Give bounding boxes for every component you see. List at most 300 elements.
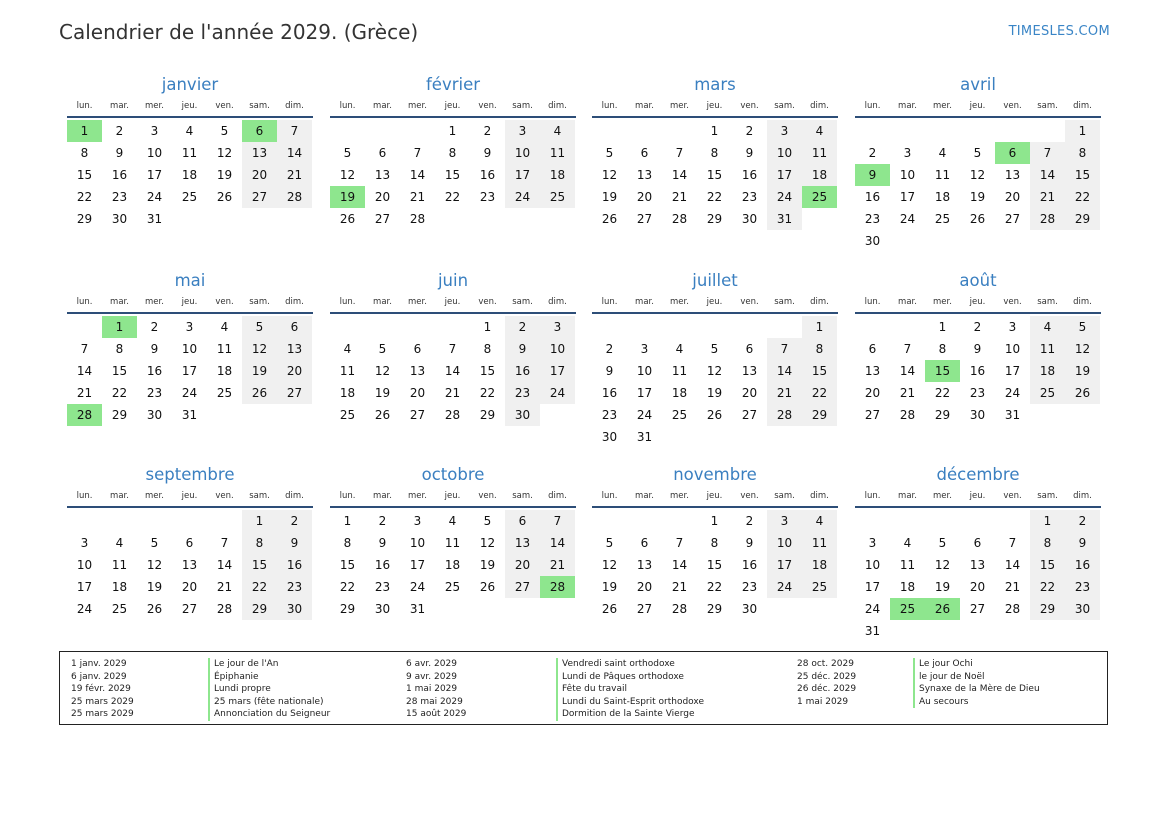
day-cell: 10: [409, 536, 426, 550]
day-cell: 25: [1030, 382, 1065, 404]
day-cell: 29: [934, 408, 951, 422]
day-cell: 3: [185, 320, 194, 334]
day-cell: 3: [868, 536, 877, 550]
month-name: avril: [960, 75, 996, 94]
day-cell: 14: [540, 532, 575, 554]
weekday-label: ven.: [478, 491, 497, 501]
day-cell: 2: [1065, 510, 1100, 532]
day-cell: 6: [868, 342, 877, 356]
day-cell: 8: [938, 342, 947, 356]
day-cell: 23: [111, 190, 128, 204]
weekday-label: sam.: [249, 101, 270, 111]
day-cell: 21: [899, 386, 916, 400]
day-cell: 13: [374, 168, 391, 182]
weekday-label: dim.: [1073, 101, 1092, 111]
day-cell: 27: [181, 602, 198, 616]
legend-date: 6 janv. 2029: [71, 671, 127, 682]
day-cell: 5: [242, 316, 277, 338]
weekday-label: dim.: [285, 101, 304, 111]
legend-date: 25 déc. 2029: [797, 671, 857, 682]
day-cell: 26: [601, 212, 618, 226]
weekday-label: dim.: [548, 491, 567, 501]
day-cell: 28: [67, 404, 102, 426]
day-cell: 14: [1030, 164, 1065, 186]
day-cell: 15: [706, 168, 723, 182]
day-cell: 19: [242, 360, 277, 382]
day-cell: 27: [242, 186, 277, 208]
day-cell: 9: [277, 532, 312, 554]
day-cell: 28: [216, 602, 233, 616]
day-cell: 18: [802, 164, 837, 186]
weekday-label: ven.: [740, 491, 759, 501]
weekday-label: dim.: [1073, 491, 1092, 501]
day-cell: 18: [899, 580, 916, 594]
weekday-label: lun.: [601, 491, 618, 501]
day-cell: 2: [150, 320, 159, 334]
legend-date: 28 mai 2029: [406, 696, 463, 707]
day-cell: 25: [216, 386, 233, 400]
day-cell: 11: [671, 364, 688, 378]
day-cell: 20: [242, 164, 277, 186]
day-cell: 30: [277, 598, 312, 620]
site-logo[interactable]: TIMESLES.COM: [1008, 24, 1110, 39]
month-name: mars: [694, 75, 736, 94]
day-cell: 16: [111, 168, 128, 182]
day-cell: 15: [242, 554, 277, 576]
holiday-legend: [59, 651, 1108, 725]
day-cell: 11: [1030, 338, 1065, 360]
weekday-label: lun.: [76, 491, 93, 501]
month-days: [67, 314, 313, 454]
day-cell: 31: [181, 408, 198, 422]
weekday-label: ven.: [1003, 101, 1022, 111]
day-cell: 14: [767, 360, 802, 382]
day-cell: 23: [374, 580, 391, 594]
legend-date: 6 avr. 2029: [406, 659, 457, 669]
weekday-label: mar.: [898, 297, 917, 307]
day-cell: 10: [767, 142, 802, 164]
weekday-label: dim.: [548, 101, 567, 111]
weekday-label: mer.: [933, 297, 952, 307]
day-cell: 5: [220, 124, 229, 138]
day-cell: 7: [277, 120, 312, 142]
day-cell: 30: [601, 430, 618, 444]
day-cell: 29: [242, 598, 277, 620]
day-cell: 29: [706, 602, 723, 616]
day-cell: 4: [343, 342, 352, 356]
day-cell: 9: [745, 146, 754, 160]
day-cell: 4: [540, 120, 575, 142]
weekday-label: jeu.: [181, 101, 198, 111]
day-cell: 8: [242, 532, 277, 554]
day-cell: 10: [864, 558, 881, 572]
day-cell: 1: [483, 320, 492, 334]
legend-dates-column: [406, 658, 466, 721]
day-cell: 2: [483, 124, 492, 138]
month-days: [592, 118, 838, 258]
day-cell: 4: [802, 510, 837, 532]
day-cell: 10: [505, 142, 540, 164]
month-name: août: [959, 271, 997, 290]
day-cell: 5: [483, 514, 492, 528]
day-cell: 6: [640, 146, 649, 160]
day-cell: 24: [76, 602, 93, 616]
day-cell: 19: [146, 580, 163, 594]
day-cell: 24: [767, 576, 802, 598]
month-days: [855, 508, 1101, 648]
day-cell: 30: [741, 212, 758, 226]
day-cell: 5: [378, 342, 387, 356]
day-cell: 1: [710, 124, 719, 138]
day-cell: 22: [706, 580, 723, 594]
day-cell: 6: [745, 342, 754, 356]
day-cell: 26: [216, 190, 233, 204]
day-cell: 14: [444, 364, 461, 378]
day-cell: 5: [973, 146, 982, 160]
day-cell: 29: [1065, 208, 1100, 230]
day-cell: 21: [1030, 186, 1065, 208]
day-cell: 4: [185, 124, 194, 138]
month-name: décembre: [936, 465, 1020, 484]
day-cell: 26: [969, 212, 986, 226]
day-cell: 13: [636, 168, 653, 182]
day-cell: 27: [505, 576, 540, 598]
day-cell: 7: [675, 536, 684, 550]
weekday-header: [67, 96, 313, 118]
weekday-label: dim.: [1073, 297, 1092, 307]
legend-date: 9 avr. 2029: [406, 671, 457, 682]
day-cell: 26: [601, 602, 618, 616]
day-cell: 20: [636, 190, 653, 204]
month-11: [855, 464, 1101, 648]
day-cell: 12: [601, 558, 618, 572]
day-cell: 16: [374, 558, 391, 572]
day-cell: 9: [115, 146, 124, 160]
legend-names-column: [913, 658, 1040, 708]
day-cell: 16: [601, 386, 618, 400]
day-cell: 15: [1030, 554, 1065, 576]
weekday-header: [592, 486, 838, 508]
day-cell: 27: [374, 212, 391, 226]
day-cell: 23: [969, 386, 986, 400]
day-cell: 2: [745, 514, 754, 528]
weekday-label: jeu.: [969, 491, 986, 501]
day-cell: 31: [146, 212, 163, 226]
day-cell: 19: [706, 386, 723, 400]
day-cell: 27: [277, 382, 312, 404]
day-cell: 1: [102, 316, 137, 338]
day-cell: 4: [1030, 316, 1065, 338]
day-cell: 22: [934, 386, 951, 400]
day-cell: 18: [671, 386, 688, 400]
weekday-label: mer.: [145, 101, 164, 111]
day-cell: 10: [181, 342, 198, 356]
day-cell: 9: [973, 342, 982, 356]
weekday-label: lun.: [864, 297, 881, 307]
legend-date: 25 mars 2029: [71, 696, 134, 707]
day-cell: 9: [855, 164, 890, 186]
day-cell: 19: [374, 386, 391, 400]
weekday-label: sam.: [1037, 101, 1058, 111]
month-days: [592, 508, 838, 648]
day-cell: 1: [343, 514, 352, 528]
weekday-label: sam.: [1037, 297, 1058, 307]
day-cell: 19: [601, 190, 618, 204]
day-cell: 14: [76, 364, 93, 378]
month-10: [592, 464, 838, 648]
day-cell: 10: [1004, 342, 1021, 356]
day-cell: 4: [448, 514, 457, 528]
day-cell: 24: [636, 408, 653, 422]
day-cell: 12: [374, 364, 391, 378]
day-cell: 19: [601, 580, 618, 594]
day-cell: 24: [409, 580, 426, 594]
weekday-label: mar.: [635, 101, 654, 111]
day-cell: 17: [899, 190, 916, 204]
day-cell: 3: [767, 510, 802, 532]
day-cell: 19: [216, 168, 233, 182]
day-cell: 16: [277, 554, 312, 576]
day-cell: 15: [925, 360, 960, 382]
legend-names-column: [208, 658, 330, 721]
legend-date: 28 oct. 2029: [797, 659, 854, 669]
day-cell: 14: [671, 168, 688, 182]
legend-holiday-name: le jour de Noël: [913, 671, 1040, 684]
weekday-label: mer.: [145, 491, 164, 501]
day-cell: 6: [995, 142, 1030, 164]
day-cell: 17: [636, 386, 653, 400]
day-cell: 24: [899, 212, 916, 226]
day-cell: 13: [741, 364, 758, 378]
day-cell: 7: [767, 338, 802, 360]
day-cell: 8: [802, 338, 837, 360]
legend-date: 19 févr. 2029: [71, 684, 131, 695]
day-cell: 17: [409, 558, 426, 572]
day-cell: 23: [601, 408, 618, 422]
day-cell: 25: [111, 602, 128, 616]
weekday-header: [67, 292, 313, 314]
day-cell: 20: [181, 580, 198, 594]
legend-holiday-name: Lundi propre: [208, 683, 330, 696]
day-cell: 21: [671, 190, 688, 204]
day-cell: 3: [505, 120, 540, 142]
weekday-label: lun.: [864, 101, 881, 111]
weekday-header: [330, 292, 576, 314]
day-cell: 15: [76, 168, 93, 182]
day-cell: 11: [181, 146, 198, 160]
day-cell: 31: [636, 430, 653, 444]
day-cell: 5: [605, 536, 614, 550]
month-2: [592, 74, 838, 258]
month-days: [855, 314, 1101, 454]
day-cell: 28: [671, 212, 688, 226]
day-cell: 2: [277, 510, 312, 532]
day-cell: 1: [938, 320, 947, 334]
day-cell: 18: [444, 558, 461, 572]
day-cell: 19: [1065, 360, 1100, 382]
day-cell: 6: [413, 342, 422, 356]
weekday-label: jeu.: [706, 491, 723, 501]
day-cell: 29: [76, 212, 93, 226]
day-cell: 8: [1030, 532, 1065, 554]
day-cell: 16: [864, 190, 881, 204]
day-cell: 29: [339, 602, 356, 616]
weekday-label: sam.: [774, 101, 795, 111]
day-cell: 12: [706, 364, 723, 378]
day-cell: 26: [339, 212, 356, 226]
day-cell: 11: [540, 142, 575, 164]
day-cell: 21: [277, 164, 312, 186]
day-cell: 1: [1065, 120, 1100, 142]
legend-holiday-name: Au secours: [913, 696, 1040, 709]
day-cell: 30: [1065, 598, 1100, 620]
day-cell: 3: [413, 514, 422, 528]
day-cell: 6: [378, 146, 387, 160]
day-cell: 25: [802, 186, 837, 208]
day-cell: 12: [242, 338, 277, 360]
weekday-label: dim.: [285, 297, 304, 307]
month-days: [855, 118, 1101, 258]
day-cell: 23: [146, 386, 163, 400]
day-cell: 27: [636, 212, 653, 226]
legend-date: 1 mai 2029: [797, 696, 849, 707]
day-cell: 15: [802, 360, 837, 382]
day-cell: 28: [899, 408, 916, 422]
day-cell: 12: [146, 558, 163, 572]
day-cell: 23: [479, 190, 496, 204]
weekday-header: [855, 292, 1101, 314]
weekday-label: jeu.: [181, 297, 198, 307]
day-cell: 8: [448, 146, 457, 160]
month-name: novembre: [673, 465, 757, 484]
day-cell: 16: [741, 168, 758, 182]
day-cell: 4: [903, 536, 912, 550]
day-cell: 23: [864, 212, 881, 226]
day-cell: 16: [479, 168, 496, 182]
day-cell: 27: [409, 408, 426, 422]
day-cell: 8: [483, 342, 492, 356]
day-cell: 16: [146, 364, 163, 378]
day-cell: 4: [220, 320, 229, 334]
day-cell: 28: [1030, 208, 1065, 230]
day-cell: 5: [938, 536, 947, 550]
day-cell: 23: [505, 382, 540, 404]
day-cell: 16: [1065, 554, 1100, 576]
day-cell: 20: [409, 386, 426, 400]
weekday-label: lun.: [601, 297, 618, 307]
day-cell: 8: [1065, 142, 1100, 164]
month-3: [855, 74, 1101, 258]
weekday-label: sam.: [512, 101, 533, 111]
legend-holiday-name: Dormition de la Sainte Vierge: [556, 708, 704, 721]
day-cell: 17: [181, 364, 198, 378]
legend-holiday-name: Lundi du Saint-Esprit orthodoxe: [556, 696, 704, 709]
day-cell: 22: [444, 190, 461, 204]
day-cell: 13: [505, 532, 540, 554]
day-cell: 17: [864, 580, 881, 594]
day-cell: 17: [505, 164, 540, 186]
day-cell: 27: [969, 602, 986, 616]
day-cell: 22: [706, 190, 723, 204]
day-cell: 16: [741, 558, 758, 572]
day-cell: 26: [242, 382, 277, 404]
day-cell: 30: [741, 602, 758, 616]
month-days: [330, 118, 576, 258]
day-cell: 10: [146, 146, 163, 160]
day-cell: 25: [181, 190, 198, 204]
day-cell: 9: [378, 536, 387, 550]
weekday-label: dim.: [810, 491, 829, 501]
day-cell: 17: [540, 360, 575, 382]
day-cell: 18: [540, 164, 575, 186]
day-cell: 11: [934, 168, 951, 182]
day-cell: 6: [505, 510, 540, 532]
weekday-label: mar.: [110, 101, 129, 111]
day-cell: 30: [864, 234, 881, 248]
day-cell: 24: [767, 186, 802, 208]
day-cell: 21: [76, 386, 93, 400]
day-cell: 7: [80, 342, 89, 356]
day-cell: 4: [675, 342, 684, 356]
weekday-label: sam.: [1037, 491, 1058, 501]
day-cell: 21: [216, 580, 233, 594]
weekday-header: [855, 96, 1101, 118]
weekday-label: mer.: [670, 491, 689, 501]
day-cell: 20: [1004, 190, 1021, 204]
day-cell: 1: [242, 510, 277, 532]
day-cell: 6: [973, 536, 982, 550]
day-cell: 20: [969, 580, 986, 594]
day-cell: 24: [181, 386, 198, 400]
day-cell: 14: [1004, 558, 1021, 572]
weekday-label: jeu.: [181, 491, 198, 501]
weekday-label: ven.: [215, 491, 234, 501]
weekday-label: lun.: [339, 491, 356, 501]
day-cell: 31: [1004, 408, 1021, 422]
day-cell: 14: [277, 142, 312, 164]
legend-date: 15 août 2029: [406, 709, 467, 720]
day-cell: 27: [864, 408, 881, 422]
day-cell: 5: [343, 146, 352, 160]
legend-holiday-name: Synaxe de la Mère de Dieu: [913, 683, 1040, 696]
legend-holiday-name: 25 mars (fête nationale): [208, 696, 330, 709]
weekday-label: mar.: [898, 101, 917, 111]
day-cell: 12: [934, 558, 951, 572]
weekday-label: jeu.: [706, 101, 723, 111]
day-cell: 6: [185, 536, 194, 550]
day-cell: 2: [973, 320, 982, 334]
weekday-label: sam.: [774, 297, 795, 307]
weekday-label: lun.: [76, 101, 93, 111]
day-cell: 15: [339, 558, 356, 572]
day-cell: 20: [505, 554, 540, 576]
day-cell: 7: [1008, 536, 1017, 550]
weekday-label: ven.: [740, 101, 759, 111]
day-cell: 31: [767, 208, 802, 230]
day-cell: 21: [767, 382, 802, 404]
month-name: janvier: [161, 75, 219, 94]
day-cell: 3: [80, 536, 89, 550]
day-cell: 26: [706, 408, 723, 422]
weekday-header: [67, 486, 313, 508]
day-cell: 8: [80, 146, 89, 160]
day-cell: 28: [409, 212, 426, 226]
day-cell: 27: [636, 602, 653, 616]
day-cell: 31: [864, 624, 881, 638]
weekday-label: mer.: [933, 101, 952, 111]
day-cell: 18: [181, 168, 198, 182]
legend-holiday-name: Fête du travail: [556, 683, 704, 696]
